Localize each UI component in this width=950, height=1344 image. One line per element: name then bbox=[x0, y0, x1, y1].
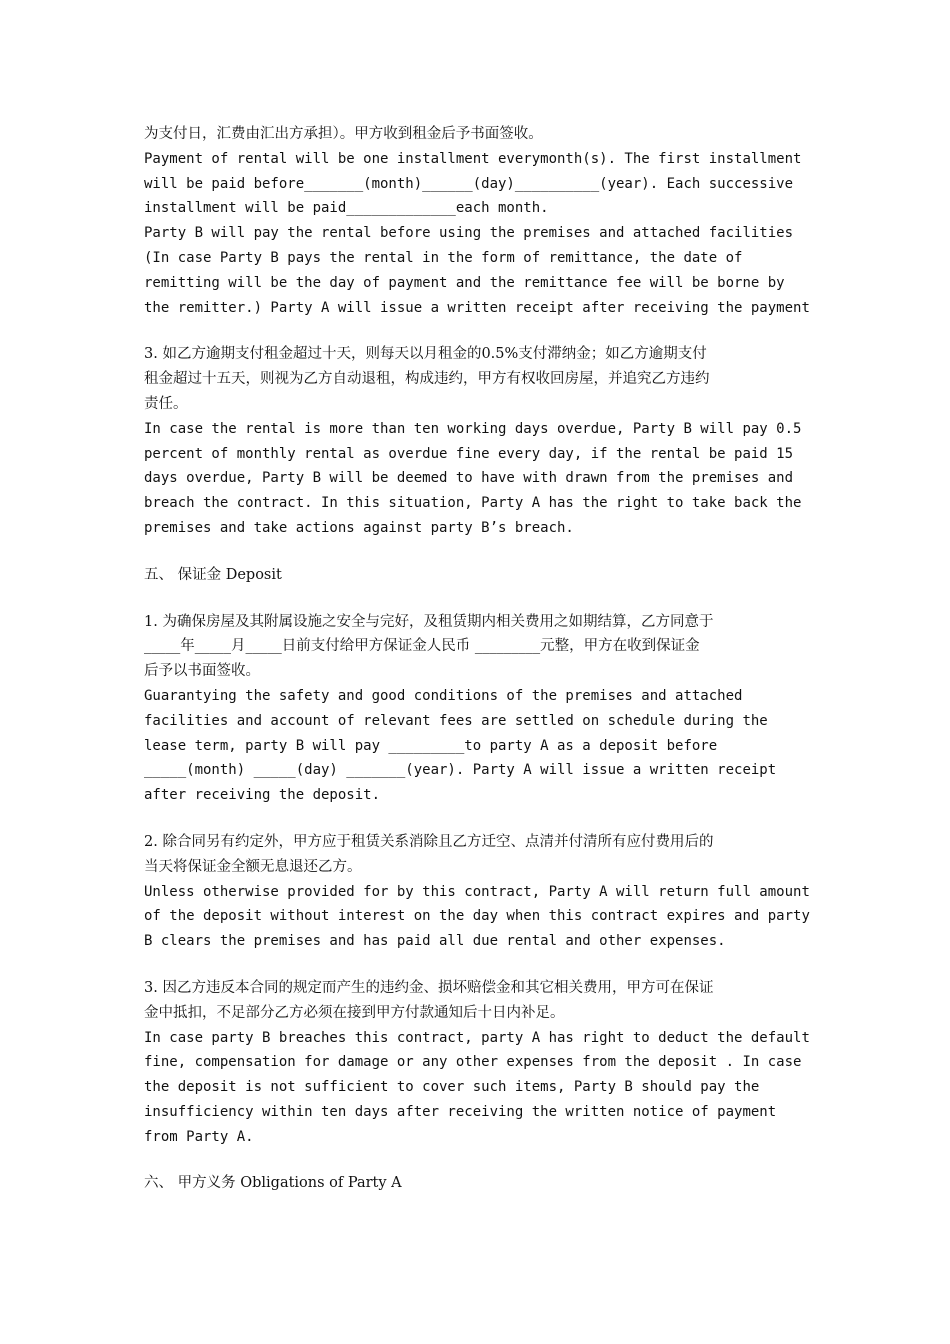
text-line: insufficiency within ten days after receiving the written notice of payment bbox=[144, 1103, 777, 1120]
text-line: days overdue, Party B will be deemed to have with drawn from the premises and bbox=[144, 470, 794, 487]
text-line: 2. 除合同另有约定外，甲方应于租赁关系消除且乙方迁空、点清并付清所有应付费用后的 bbox=[144, 833, 714, 850]
paragraph-gap bbox=[144, 588, 814, 610]
text-line: Guarantying the safety and good conditions of the premises and attached bbox=[144, 687, 743, 704]
paragraph-deposit-deduction bbox=[144, 976, 814, 1150]
text-line: from Party A. bbox=[144, 1128, 254, 1145]
text-line: Payment of rental will be one installment everymonth(s). The first installment bbox=[144, 150, 802, 167]
paragraph-gap bbox=[144, 320, 814, 342]
section-heading-obligations-party-a bbox=[144, 1171, 814, 1196]
section-heading-deposit bbox=[144, 563, 814, 588]
text-line: after receiving the deposit. bbox=[144, 787, 381, 804]
text-line: lease term, party B will pay _________to party A as a deposit before bbox=[144, 737, 718, 754]
text-line: facilities and account of relevant fees are settled on schedule during the bbox=[144, 712, 768, 729]
paragraph-gap bbox=[144, 808, 814, 830]
text-line: the remitter.) Party A will issue a written receipt after receiving the payment bbox=[144, 299, 810, 316]
text-line: 1. 为确保房屋及其附属设施之安全与完好，及租赁期内相关费用之如期结算，乙方同意于 bbox=[144, 613, 714, 630]
text-line: In case party B breaches this contract, party A has right to deduct the default bbox=[144, 1029, 810, 1046]
paragraph-overdue-rental bbox=[144, 342, 814, 540]
section-title: 五、 保证金 Deposit bbox=[144, 566, 282, 583]
text-line: percent of monthly rental as overdue fine every day, if the rental be paid 15 bbox=[144, 445, 794, 462]
text-line: 后予以书面签收。 bbox=[144, 663, 260, 680]
text-line: 责任。 bbox=[144, 395, 188, 412]
paragraph-gap bbox=[144, 1149, 814, 1171]
text-line: Unless otherwise provided for by this contract, Party A will return full amount bbox=[144, 883, 810, 900]
text-line: _____年_____月_____日前支付给甲方保证金人民币 _________元整，甲方在收到保证金 bbox=[144, 638, 700, 655]
text-line: installment will be paid_____________each month. bbox=[144, 200, 549, 217]
text-line: 3. 如乙方逾期支付租金超过十天，则每天以月租金的0.5%支付滞纳金；如乙方逾期支付 bbox=[144, 346, 707, 363]
text-line: will be paid before_______(month)______(day)__________(year). Each successive bbox=[144, 175, 794, 192]
text-line: Party B will pay the rental before using the premises and attached facilities bbox=[144, 225, 794, 242]
text-line: In case the rental is more than ten working days overdue, Party B will pay 0.5 bbox=[144, 420, 802, 437]
text-line: remitting will be the day of payment and the remittance fee will be borne by bbox=[144, 274, 785, 291]
document-body bbox=[144, 122, 814, 1196]
text-line: premises and take actions against party B’s breach. bbox=[144, 519, 574, 536]
paragraph-gap bbox=[144, 541, 814, 563]
paragraph-gap bbox=[144, 954, 814, 976]
text-line: 租金超过十五天，则视为乙方自动退租，构成违约，甲方有权收回房屋，并追究乙方违约 bbox=[144, 371, 710, 388]
text-line: fine, compensation for damage or any other expenses from the deposit . In case bbox=[144, 1054, 802, 1071]
text-line: 为支付日，汇费由汇出方承担）。甲方收到租金后予书面签收。 bbox=[144, 126, 543, 142]
paragraph-rental-payment bbox=[144, 122, 814, 320]
text-line: 当天将保证金全额无息退还乙方。 bbox=[144, 858, 362, 875]
text-line: of the deposit without interest on the day when this contract expires and party bbox=[144, 908, 810, 925]
paragraph-deposit-return bbox=[144, 830, 814, 954]
text-line: 3. 因乙方违反本合同的规定而产生的违约金、损坏赔偿金和其它相关费用，甲方可在保证 bbox=[144, 979, 714, 996]
text-line: (In case Party B pays the rental in the form of remittance, the date of bbox=[144, 249, 743, 266]
text-line: breach the contract. In this situation, Party A has the right to take back the bbox=[144, 495, 802, 512]
paragraph-deposit-payment bbox=[144, 610, 814, 808]
section-title: 六、 甲方义务 Obligations of Party A bbox=[144, 1175, 402, 1192]
text-line: 金中抵扣，不足部分乙方必须在接到甲方付款通知后十日内补足。 bbox=[144, 1004, 565, 1021]
text-line: B clears the premises and has paid all due rental and other expenses. bbox=[144, 933, 726, 950]
text-line: _____(month) _____(day) _______(year). Party A will issue a written receipt bbox=[144, 762, 777, 779]
text-line: the deposit is not sufficient to cover such items, Party B should pay the bbox=[144, 1079, 760, 1096]
